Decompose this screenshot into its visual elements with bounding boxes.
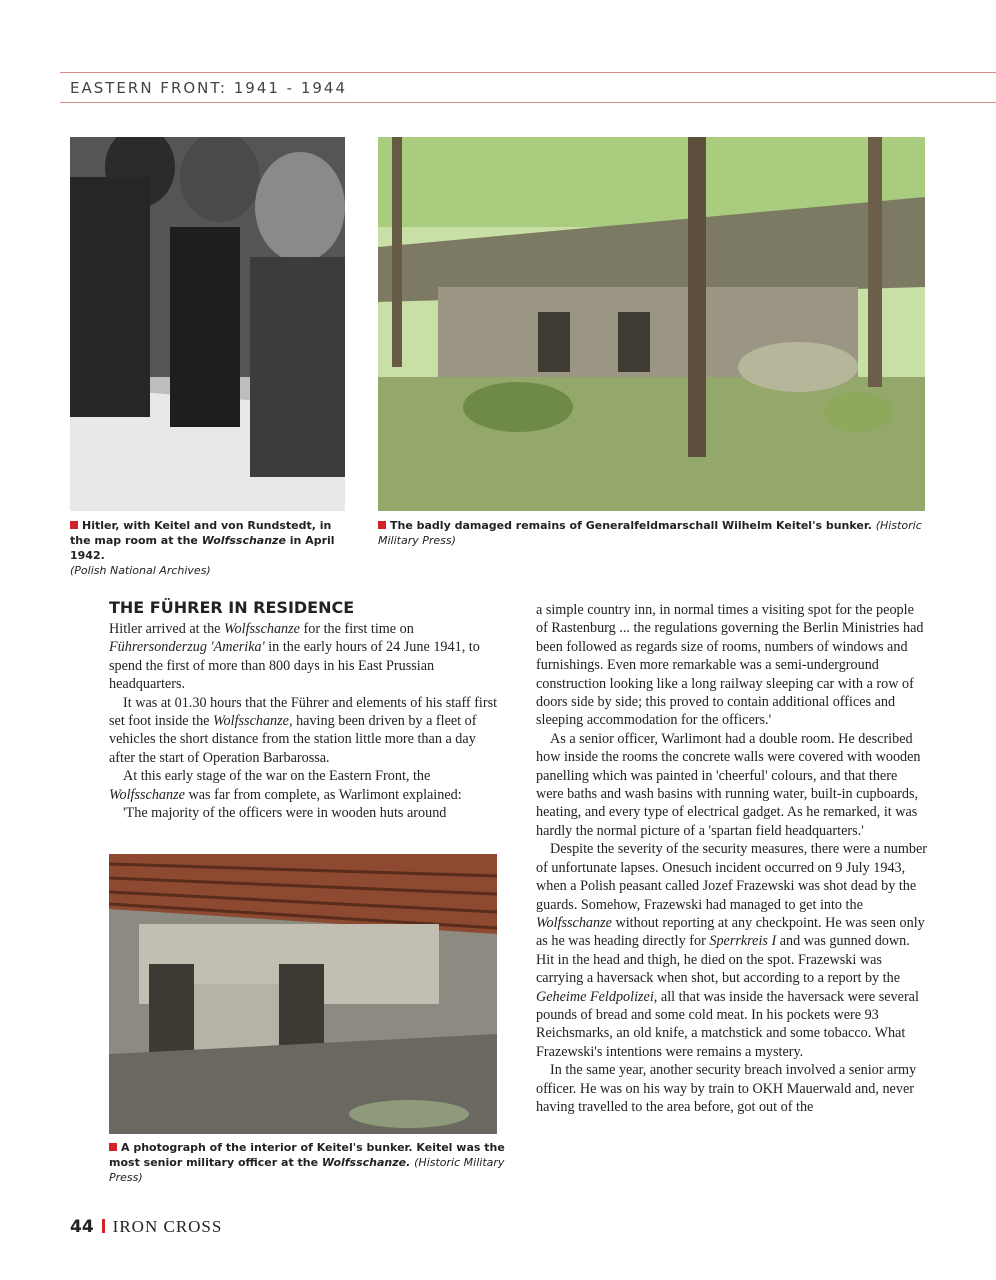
- caption-hitler-photo: [70, 518, 345, 578]
- photo-interior-illustration: [109, 854, 497, 1134]
- caption-text-end: in April 1942.: [70, 534, 335, 562]
- caption-bullet-icon: [378, 521, 386, 529]
- caption-italic: Wolfsschanze.: [321, 1156, 411, 1169]
- paragraph-4: 'The majority of the officers were in wooden huts around: [123, 805, 447, 822]
- caption-bunker-photo: [378, 518, 925, 548]
- caption-credit: (Historic Military Press): [378, 519, 922, 547]
- footer-divider: [102, 1219, 105, 1233]
- article-section-title: THE FÜHRER IN RESIDENCE: [109, 598, 355, 617]
- article-column-right: [536, 601, 928, 1116]
- paragraph-8: In the same year, another security breach involved a senior army officer. He was on his way by train to OKH Mauerwald and, never having travelled to the area before, got out of the: [536, 1062, 917, 1115]
- photo-bunker-interior: [109, 854, 497, 1134]
- caption-credit: (Polish National Archives): [70, 564, 211, 577]
- running-head: EASTERN FRONT: 1941 - 1944: [70, 79, 348, 97]
- caption-text: A photograph of the interior of Keitel's bunker. Keitel was the most senior military officer at the: [109, 1141, 505, 1169]
- paragraph-3: At this early stage of the war on the Eastern Front, the Wolfsschanze was far from complete, as Warlimont explained:: [109, 768, 462, 803]
- caption-bullet-icon: [70, 521, 78, 529]
- paragraph-7: Despite the severity of the security measures, there were a number of unfortunate lapses. Onesuch incident occurred on 9 July 1943, when a Polish peasant called Jozef Frazewski was shot dead by the guards. Somehow, Frazewski had managed to get into the Wolfsschanze without reporting at any checkpoint. He was seen only as he was heading directly for Sperrkreis I and was gunned down. Hit in the head and thigh, he died on the spot. Frazewski was carrying a haversack when shot, but according to a report by the Geheime Feldpolizei, all that was inside the haversack were several pounds of bread and some cold meat. In his pockets were 93 Reichsmarks, an old knife, a matchstick and some tobacco. What Frazewski's intentions were remains a mystery.: [536, 841, 928, 1060]
- header-rule-bottom: [60, 102, 996, 103]
- article-column-left: [109, 620, 504, 822]
- header-rule-top: [60, 72, 996, 73]
- paragraph-2: It was at 01.30 hours that the Führer and elements of his staff first set foot inside the Wolfsschanze, having been driven by a fleet of vehicles the short distance from the station little more than a day after the start of Operation Barbarossa.: [109, 694, 498, 766]
- paragraph-6: As a senior officer, Warlimont had a double room. He described how inside the rooms the concrete walls were covered with wooden panelling which was painted in 'cheerful' colours, and that there were baths and wash basins with running water, built-in cupboards, heating, and every type of electrical gadget. As he remarked, it was hardly the normal picture of a 'spartan field headquarters.': [536, 730, 921, 839]
- photo-hitler-illustration: [70, 137, 345, 511]
- photo-bunker-illustration: [378, 137, 925, 511]
- paragraph-5: a simple country inn, in normal times a visiting spot for the people of Rastenburg ... the regulations governing the Berlin Ministries had been followed as regards size of rooms, numbers of windows and furnishings. Even more remarkable was a semi-underground construction looking like a long railway sleeping car with a row of doors side by side; this proved to contain additional offices and sleeping accommodation for the officers.': [536, 602, 924, 729]
- caption-bullet-icon: [109, 1143, 117, 1151]
- caption-interior-photo: [109, 1140, 509, 1185]
- magazine-name: IRON CROSS: [112, 1217, 223, 1236]
- caption-credit: (Historic Military Press): [109, 1156, 505, 1184]
- paragraph-1: Hitler arrived at the Wolfsschanze for the first time on Führersonderzug 'Amerika' in the early hours of 24 June 1941, to spend the first of more than 800 days in his East Prussian headquarters.: [109, 621, 480, 693]
- caption-text: The badly damaged remains of Generalfeldmarschall Wilhelm Keitel's bunker.: [390, 519, 872, 532]
- photo-bunker-remains: [378, 137, 925, 511]
- photo-hitler-map-room: [70, 137, 345, 511]
- caption-text: Hitler, with Keitel and von Rundstedt, in the map room at the: [70, 519, 332, 547]
- page-number: 44: [70, 1217, 94, 1237]
- caption-italic: Wolfsschanze: [201, 534, 286, 547]
- page-footer: [70, 1217, 222, 1237]
